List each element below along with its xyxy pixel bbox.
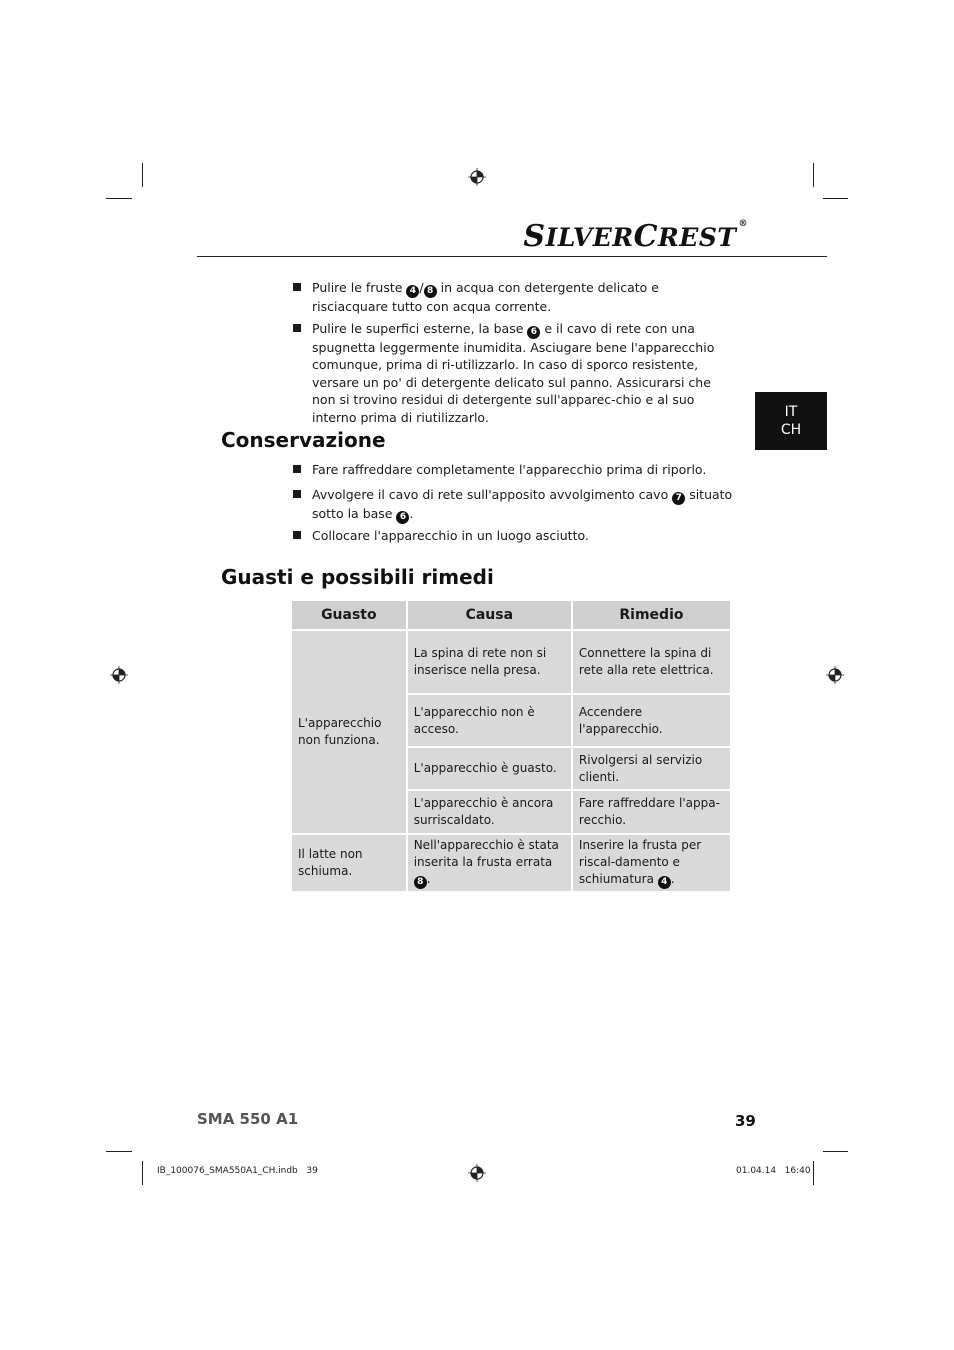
section-title-conservazione: Conservazione — [221, 428, 386, 452]
crop-mark — [142, 163, 143, 187]
table-cell-rimedio: Fare raffreddare l'appa-recchio. — [572, 790, 731, 834]
table-cell-rimedio: Accendere l'apparecchio. — [572, 694, 731, 747]
number-badge: 4 — [658, 876, 671, 889]
crop-mark — [823, 1151, 848, 1152]
table-cell-causa: Nell'apparecchio è stata inserita la frusta errata 8 . — [407, 834, 572, 892]
crop-mark — [813, 1161, 814, 1185]
table-cell-causa: La spina di rete non si inserisce nella presa. — [407, 630, 572, 694]
registration-mark-icon — [468, 1164, 486, 1182]
table-row — [291, 834, 731, 892]
number-badge: 8 — [414, 876, 427, 889]
list-item: Pulire le fruste 4 / 8 in acqua con detergente delicato e risciacquare tutto con acqua corrente. — [293, 279, 733, 315]
list-item: Fare raffreddare completamente l'apparecchio prima di riporlo. — [293, 461, 733, 478]
column-header-causa: Causa — [407, 600, 572, 630]
number-badge: 8 — [424, 285, 437, 298]
registration-mark-icon — [826, 666, 844, 684]
bullet-square-icon — [293, 490, 301, 498]
bullet-square-icon — [293, 283, 301, 291]
table-cell-rimedio: Rivolgersi al servizio clienti. — [572, 747, 731, 790]
section-title-guasti: Guasti e possibili rimedi — [221, 565, 494, 589]
page-number: 39 — [735, 1112, 756, 1130]
table-cell-rimedio: Connettere la spina di rete alla rete elettrica. — [572, 630, 731, 694]
registration-mark-icon — [468, 168, 486, 186]
table-cell-rimedio: Inserire la frusta per riscal-damento e schiumatura 4 . — [572, 834, 731, 892]
language-tab — [755, 392, 827, 450]
print-file-info: IB_100076_SMA550A1_CH.indb 39 — [157, 1166, 318, 1176]
list-item: Pulire le superfici esterne, la base 6 e il cavo di rete con una spugnetta leggermente inumidita. Asciugare bene l'apparecchio comunque, prima di ri-utilizzarlo. In caso di sporco resistente, versare un po' di detergente delicato sul panno. Assicurarsi che non si trovino residui di detergente sull'apparec-chio e al suo interno prima di riutilizzarlo. — [293, 320, 733, 426]
bullet-square-icon — [293, 531, 301, 539]
crop-mark — [142, 1161, 143, 1185]
table-header-row — [291, 600, 731, 630]
troubleshooting-table — [290, 599, 732, 893]
crop-mark — [813, 163, 814, 187]
number-badge: 6 — [396, 511, 409, 524]
language-it: IT — [784, 404, 798, 420]
brand-logo: SILVERCREST ® — [523, 219, 748, 254]
crop-mark — [106, 1151, 132, 1152]
column-header-rimedio: Rimedio — [572, 600, 731, 630]
column-header-guasto: Guasto — [291, 600, 407, 630]
table-cell-causa: L'apparecchio è ancora surriscaldato. — [407, 790, 572, 834]
print-date-info: 01.04.14 16:40 — [736, 1166, 811, 1176]
list-item: Avvolgere il cavo di rete sull'apposito avvolgimento cavo 7 situato sotto la base 6 . — [293, 486, 733, 524]
list-item: Collocare l'apparecchio in un luogo asciutto. — [293, 527, 733, 544]
number-badge: 7 — [672, 492, 685, 505]
bullet-square-icon — [293, 324, 301, 332]
table-row — [291, 630, 731, 694]
crop-mark — [106, 198, 132, 199]
crop-mark — [823, 198, 848, 199]
header-rule — [197, 256, 827, 257]
table-cell-causa: L'apparecchio non è acceso. — [407, 694, 572, 747]
table-cell-guasto: Il latte non schiuma. — [291, 834, 407, 892]
number-badge: 6 — [527, 326, 540, 339]
model-name: SMA 550 A1 — [197, 1110, 299, 1128]
registration-mark-icon — [110, 666, 128, 684]
bullet-square-icon — [293, 465, 301, 473]
table-cell-guasto: L'apparecchio non funziona. — [291, 630, 407, 834]
number-badge: 4 — [406, 285, 419, 298]
language-ch: CH — [780, 422, 802, 438]
table-cell-causa: L'apparecchio è guasto. — [407, 747, 572, 790]
